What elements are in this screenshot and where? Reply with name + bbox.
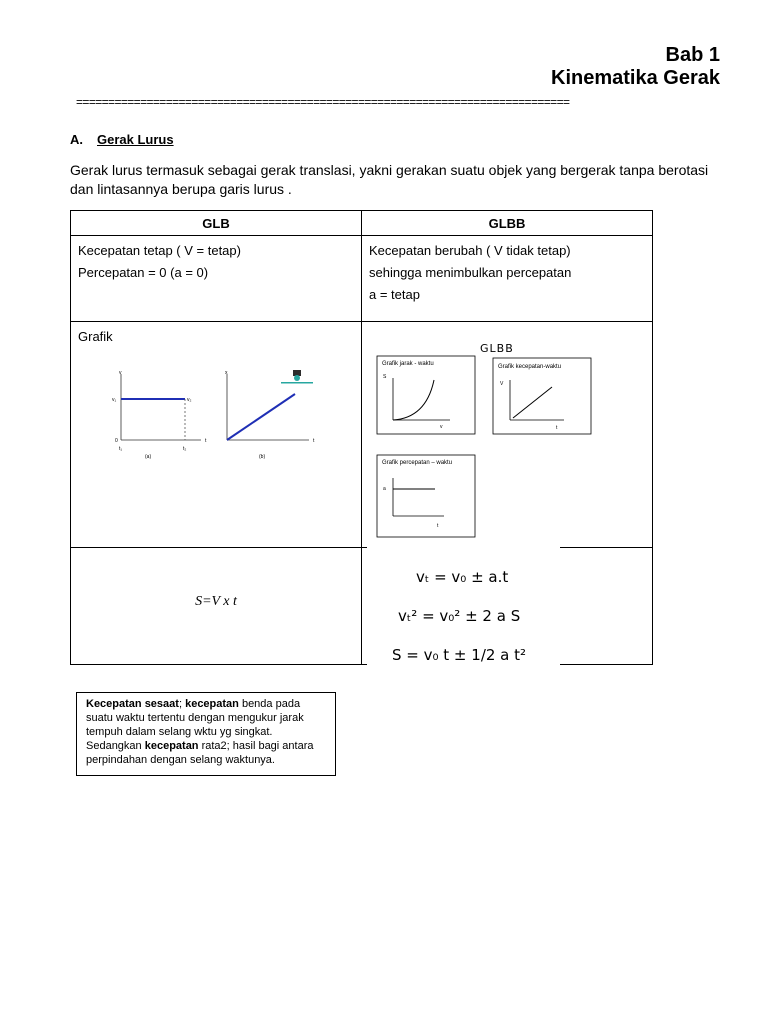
note-box xyxy=(76,692,336,776)
glbb-formula-cell xyxy=(362,548,653,665)
intro-paragraph: Gerak lurus termasuk sebagai gerak translasi, yakni gerakan suatu objek yang bergerak tanpa berotasi dan lintasannya berupa garis lurus . xyxy=(70,162,709,197)
note-bold: kecepatan xyxy=(144,740,199,752)
graph-b-label: (b) xyxy=(259,454,266,460)
glbb-graph-cell xyxy=(362,322,653,548)
tick-v1: v₁ xyxy=(112,397,117,403)
axis-t-label: t xyxy=(205,438,207,444)
comparison-table xyxy=(70,210,653,665)
glb-desc-line: Percepatan = 0 (a = 0) xyxy=(78,265,209,280)
glbb-heading: GLBB xyxy=(480,342,514,355)
glbb-desc-line: a = tetap xyxy=(369,287,420,302)
axis-t-label: t xyxy=(313,438,315,444)
glbb-formula-velocity-squared: vₜ² = v₀² ± 2 a S xyxy=(398,607,521,625)
glb-graph-image xyxy=(109,366,319,466)
section-label: A. xyxy=(70,132,83,147)
tick-v2: v₂ xyxy=(187,397,192,403)
graph3-title: Grafik percepatan – waktu xyxy=(382,460,453,466)
glb-formula: S=V x t xyxy=(195,594,237,609)
graph2-y: V xyxy=(500,381,504,387)
glb-graph-cell xyxy=(71,322,362,548)
chapter-title: Kinematika Gerak xyxy=(551,67,720,89)
graph2-title: Grafik kecepatan-waktu xyxy=(498,364,562,370)
header-glb: GLB xyxy=(71,211,362,236)
graph2-x: t xyxy=(556,425,558,431)
graph-a-label: (a) xyxy=(145,454,152,460)
section-title: Gerak Lurus xyxy=(97,132,174,147)
note-bold: Kecepatan sesaat xyxy=(86,698,179,710)
separator-rule: ============================================================================= xyxy=(76,95,570,109)
tick-t2: t₂ xyxy=(183,446,187,452)
note-text: benda pada suatu waktu tertentu dengan mengukur jarak tempuh dalam selang wktu yg singkat. Sedangkan xyxy=(86,698,304,752)
glbb-desc-line: Kecepatan berubah ( V tidak tetap) xyxy=(369,243,571,258)
glb-position-line xyxy=(227,394,295,440)
section-heading xyxy=(70,132,174,147)
grafik-label: Grafik xyxy=(78,329,113,344)
graph1-title: Grafik jarak - waktu xyxy=(382,361,434,367)
note-text: rata2; hasil bagi antara perpindahan dengan selang waktunya. xyxy=(86,740,314,766)
graph3-x: t xyxy=(437,523,439,529)
tick-t1: t₁ xyxy=(119,446,123,452)
note-bold: kecepatan xyxy=(185,698,239,710)
graph3-y: a xyxy=(383,486,386,492)
glbb-formula-velocity: vₜ = v₀ ± a.t xyxy=(416,568,509,586)
note-text: ; xyxy=(178,698,186,710)
glbb-description xyxy=(362,236,653,322)
header-glbb: GLBB xyxy=(362,211,653,236)
glb-formula-cell xyxy=(71,548,362,665)
glbb-desc-line: sehingga menimbulkan percepatan xyxy=(369,265,572,280)
chapter-number: Bab 1 xyxy=(665,44,720,66)
logo-icon xyxy=(281,370,313,384)
glb-desc-line: Kecepatan tetap ( V = tetap) xyxy=(78,243,241,258)
graph1-x: v xyxy=(440,424,443,430)
glbb-formula-distance: S = v₀ t ± 1/2 a t² xyxy=(392,646,527,664)
tick-0: 0 xyxy=(115,438,118,444)
glb-description xyxy=(71,236,362,322)
chapter-heading xyxy=(551,44,720,90)
axis-v-label: v xyxy=(119,370,122,376)
glbb-graph-image xyxy=(374,338,604,538)
axis-x-label: x xyxy=(225,370,228,376)
graph1-y: S xyxy=(383,374,387,380)
